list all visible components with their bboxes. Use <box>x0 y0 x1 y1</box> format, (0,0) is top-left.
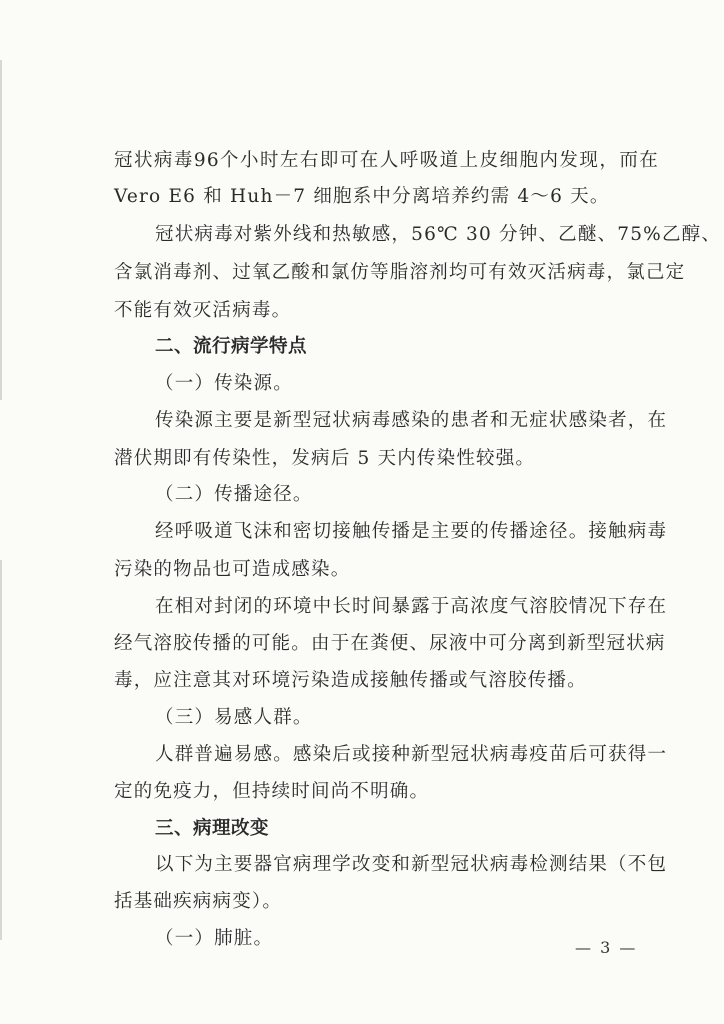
body-text-line: 人群普遍易感。感染后或接种新型冠状病毒疫苗后可获得一 <box>155 744 668 765</box>
scan-edge-shadow <box>0 560 2 940</box>
section-heading: 三、病理改变 <box>155 818 270 839</box>
body-text-line: 冠状病毒对紫外线和热敏感，56℃ 30 分钟、乙醚、75%乙醇、 <box>155 224 722 245</box>
body-text-line: 经呼吸道飞沫和密切接触传播是主要的传播途径。接触病毒 <box>155 521 668 542</box>
subsection-heading: （一）肺脏。 <box>155 928 274 949</box>
section-heading: 二、流行病学特点 <box>155 336 308 357</box>
scan-edge-shadow <box>0 60 2 400</box>
subsection-heading: （二）传播途径。 <box>155 484 313 505</box>
body-text-line: Vero E6 和 Huh－7 细胞系中分离培养约需 4～6 天。 <box>114 186 610 207</box>
body-text-line: 在相对封闭的环境中长时间暴露于高浓度气溶胶情况下存在 <box>155 596 668 617</box>
body-text-line: 经气溶胶传播的可能。由于在粪便、尿液中可分离到新型冠状病 <box>114 633 666 654</box>
body-text-line: 污染的物品也可造成感染。 <box>114 559 351 580</box>
body-text-line: 潜伏期即有传染性，发病后 5 天内传染性较强。 <box>114 448 536 469</box>
body-text-line: 定的免疫力，但持续时间尚不明确。 <box>114 781 430 802</box>
body-text-line: 毒，应注意其对环境污染造成接触传播或气溶胶传播。 <box>114 670 587 691</box>
body-text-line: 括基础疾病病变）。 <box>114 891 283 912</box>
subsection-heading: （一）传染源。 <box>155 373 293 394</box>
page-number: — 3 — <box>575 938 638 957</box>
subsection-heading: （三）易感人群。 <box>155 707 313 728</box>
body-text-line: 传染源主要是新型冠状病毒感染的患者和无症状感染者，在 <box>155 410 668 431</box>
body-text-line: 不能有效灭活病毒。 <box>114 300 292 321</box>
body-text-line: 以下为主要器官病理学改变和新型冠状病毒检测结果（不包 <box>155 854 668 875</box>
body-text-line: 冠状病毒96个小时左右即可在人呼吸道上皮细胞内发现，而在 <box>114 150 659 171</box>
body-text-line: 含氯消毒剂、过氧乙酸和氯仿等脂溶剂均可有效灭活病毒，氯己定 <box>114 262 686 283</box>
